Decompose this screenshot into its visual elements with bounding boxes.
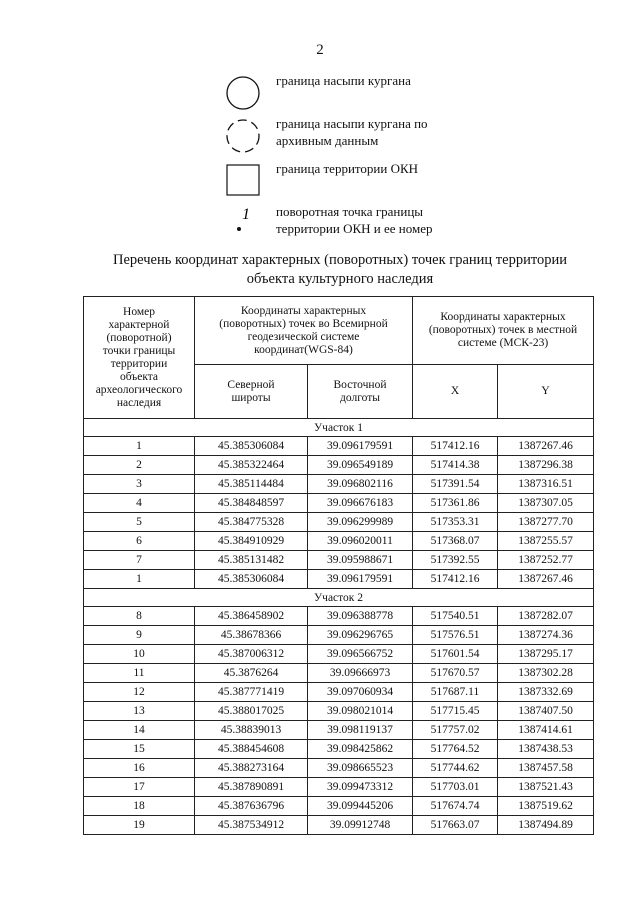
legend-label [276,72,486,89]
cell-latitude: 45.388273164 [195,759,308,778]
header-text-line: Восточной [333,378,387,391]
cell-latitude: 45.387890891 [195,778,308,797]
legend-item [222,160,486,202]
cell-y: 1387414.61 [498,721,594,740]
legend-label-line: архивным данным [276,133,379,148]
legend-label-line: территории ОКН и ее номер [276,221,433,236]
cell-point-number: 4 [84,494,195,513]
cell-longitude: 39.098021014 [308,702,413,721]
header-y: Y [498,365,594,419]
page-number: 2 [316,42,324,58]
cell-point-number: 13 [84,702,195,721]
archival-mound-boundary-dashed-circle-icon [222,115,264,157]
legend-label [276,203,486,237]
legend-label [276,160,486,177]
cell-y: 1387252.77 [498,551,594,570]
cell-latitude: 45.387006312 [195,645,308,664]
legend-label-line: граница насыпи кургана по [276,116,428,131]
table-row [84,664,594,683]
cell-point-number: 18 [84,797,195,816]
cell-latitude: 45.387636796 [195,797,308,816]
cell-point-number: 1 [84,437,195,456]
table-row [84,759,594,778]
table-row [84,683,594,702]
cell-latitude: 45.385114484 [195,475,308,494]
cell-x: 517414.38 [413,456,498,475]
cell-y: 1387255.57 [498,532,594,551]
cell-y: 1387332.69 [498,683,594,702]
cell-point-number: 16 [84,759,195,778]
heading-line: объекта культурного наследия [246,271,434,287]
cell-longitude: 39.099445206 [308,797,413,816]
cell-latitude: 45.387771419 [195,683,308,702]
cell-longitude: 39.098425862 [308,740,413,759]
cell-point-number: 19 [84,816,195,835]
cell-longitude: 39.098665523 [308,759,413,778]
cell-longitude: 39.096179591 [308,437,413,456]
legend-item [222,203,486,245]
header-wgs84 [195,297,413,365]
table-row [84,532,594,551]
cell-latitude: 45.385322464 [195,456,308,475]
table-row [84,816,594,835]
cell-latitude: 45.385306084 [195,437,308,456]
cell-y: 1387296.38 [498,456,594,475]
cell-longitude: 39.096676183 [308,494,413,513]
mound-boundary-circle-icon [222,72,264,114]
cell-y: 1387457.58 [498,759,594,778]
cell-latitude: 45.384775328 [195,513,308,532]
cell-y: 1387302.28 [498,664,594,683]
header-text-line: (поворотных) точек в местной [428,324,578,336]
cell-y: 1387267.46 [498,570,594,589]
table-heading [90,251,590,289]
cell-longitude: 39.099473312 [308,778,413,797]
cell-y: 1387407.50 [498,702,594,721]
cell-x: 517392.55 [413,551,498,570]
header-north-latitude [195,365,308,419]
table-row [84,456,594,475]
cell-y: 1387438.53 [498,740,594,759]
cell-y: 1387316.51 [498,475,594,494]
header-text-line: долготы [340,391,380,404]
cell-longitude: 39.09666973 [308,664,413,683]
cell-x: 517361.86 [413,494,498,513]
header-text-line: наследия [116,396,162,409]
cell-point-number: 9 [84,626,195,645]
cell-point-number: 2 [84,456,195,475]
header-text-line: Номер [123,305,155,318]
cell-longitude: 39.096296765 [308,626,413,645]
header-text-line: точки границы [102,344,176,357]
header-east-longitude [308,365,413,419]
cell-longitude: 39.097060934 [308,683,413,702]
cell-x: 517663.07 [413,816,498,835]
header-text-line: Координаты характерных [440,311,566,323]
table-row [84,494,594,513]
cell-y: 1387519.62 [498,797,594,816]
territory-boundary-square-icon [222,160,264,202]
table-row [84,797,594,816]
cell-y: 1387307.05 [498,494,594,513]
cell-longitude: 39.095988671 [308,551,413,570]
cell-longitude: 39.09912748 [308,816,413,835]
heading-line: Перечень координат характерных (поворотных) точек границ территории [112,252,568,268]
cell-y: 1387267.46 [498,437,594,456]
cell-y: 1387277.70 [498,513,594,532]
cell-longitude: 39.098119137 [308,721,413,740]
cell-point-number: 12 [84,683,195,702]
cell-x: 517670.57 [413,664,498,683]
header-text-line: (поворотных) точек во Всемирной [219,317,388,330]
cell-x: 517674.74 [413,797,498,816]
cell-latitude: 45.38839013 [195,721,308,740]
cell-latitude: 45.384848597 [195,494,308,513]
table-row [84,570,594,589]
cell-point-number: 15 [84,740,195,759]
cell-point-number: 17 [84,778,195,797]
section-title: Участок 1 [84,419,594,437]
cell-y: 1387282.07 [498,607,594,626]
header-text-line: археологического [95,383,183,396]
cell-x: 517601.54 [413,645,498,664]
cell-latitude: 45.38678366 [195,626,308,645]
turning-point-label: 1 [242,206,250,223]
cell-longitude: 39.096566752 [308,645,413,664]
header-text-line: (поворотной) [106,331,172,344]
cell-y: 1387274.36 [498,626,594,645]
header-text-line: Северной [227,378,275,391]
cell-latitude: 45.388017025 [195,702,308,721]
cell-x: 517744.62 [413,759,498,778]
cell-point-number: 8 [84,607,195,626]
header-text-line: территории [110,357,168,370]
table-row [84,721,594,740]
header-text-line: объекта [119,370,159,383]
cell-point-number: 1 [84,570,195,589]
table-row [84,645,594,664]
header-msk23 [413,297,594,365]
header-text-line: системе (МСК-23) [457,337,549,349]
cell-point-number: 7 [84,551,195,570]
header-point-number [84,297,195,419]
section-row [84,589,594,607]
cell-x: 517703.01 [413,778,498,797]
legend-item [222,115,486,157]
legend-label-line: граница территории ОКН [276,161,419,176]
header-text-line: геодезической системе [247,330,360,343]
cell-x: 517757.02 [413,721,498,740]
cell-y: 1387494.89 [498,816,594,835]
table-row [84,778,594,797]
header-text-line: характерной [108,318,170,331]
cell-point-number: 10 [84,645,195,664]
cell-x: 517764.52 [413,740,498,759]
table-row [84,607,594,626]
cell-latitude: 45.386458902 [195,607,308,626]
table-row [84,740,594,759]
cell-latitude: 45.3876264 [195,664,308,683]
legend-label-line: поворотная точка границы [276,204,424,219]
cell-longitude: 39.096020011 [308,532,413,551]
cell-y: 1387295.17 [498,645,594,664]
cell-x: 517391.54 [413,475,498,494]
table-row [84,702,594,721]
cell-latitude: 45.387534912 [195,816,308,835]
section-title: Участок 2 [84,589,594,607]
cell-y: 1387521.43 [498,778,594,797]
cell-x: 517715.45 [413,702,498,721]
cell-latitude: 45.385306084 [195,570,308,589]
table-row [84,513,594,532]
table-row [84,626,594,645]
cell-point-number: 14 [84,721,195,740]
table-row [84,551,594,570]
cell-x: 517576.51 [413,626,498,645]
turning-point-icon [222,203,264,245]
header-text-line: широты [231,391,271,404]
section-row [84,419,594,437]
table-row [84,437,594,456]
header-text-line: Координаты характерных [240,304,367,317]
cell-longitude: 39.096549189 [308,456,413,475]
legend-item [222,72,486,114]
cell-x: 517353.31 [413,513,498,532]
cell-x: 517540.51 [413,607,498,626]
table-row [84,475,594,494]
cell-latitude: 45.388454608 [195,740,308,759]
cell-longitude: 39.096802116 [308,475,413,494]
cell-x: 517412.16 [413,437,498,456]
cell-point-number: 11 [84,664,195,683]
cell-longitude: 39.096299989 [308,513,413,532]
turning-point-dot [237,227,241,231]
header-x: X [413,365,498,419]
cell-longitude: 39.096179591 [308,570,413,589]
cell-x: 517687.11 [413,683,498,702]
legend-label-line: граница насыпи кургана [276,73,411,88]
cell-x: 517368.07 [413,532,498,551]
cell-latitude: 45.385131482 [195,551,308,570]
cell-point-number: 3 [84,475,195,494]
header-text-line: координат(WGS-84) [254,343,353,356]
cell-x: 517412.16 [413,570,498,589]
coordinates-table [83,296,594,835]
cell-point-number: 5 [84,513,195,532]
cell-latitude: 45.384910929 [195,532,308,551]
cell-point-number: 6 [84,532,195,551]
cell-longitude: 39.096388778 [308,607,413,626]
legend-label [276,115,486,149]
